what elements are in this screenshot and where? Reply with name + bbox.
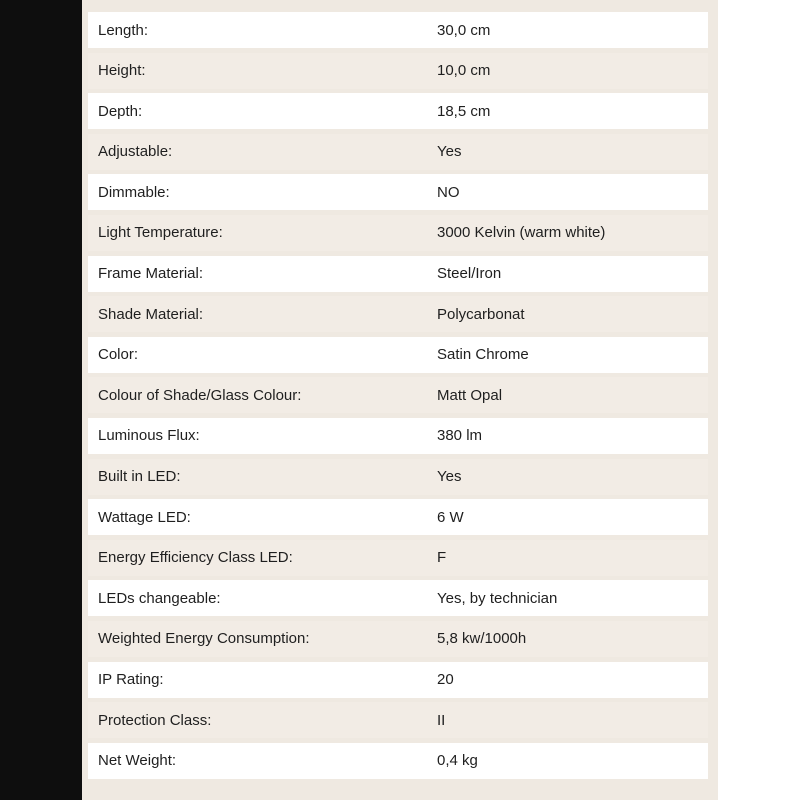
- spec-row: [88, 93, 708, 129]
- spec-label: LEDs changeable:: [98, 590, 221, 606]
- spec-table: [82, 0, 718, 779]
- spec-value: Yes: [437, 469, 462, 485]
- spec-row: [88, 12, 708, 48]
- spec-value: Yes, by technician: [437, 590, 558, 606]
- spec-row: [88, 743, 708, 779]
- spec-value: 0,4 kg: [437, 753, 478, 769]
- spec-row: [88, 580, 708, 616]
- spec-label: Colour of Shade/Glass Colour:: [98, 387, 302, 403]
- spec-label: Frame Material:: [98, 266, 204, 282]
- spec-value: 380 lm: [437, 428, 483, 444]
- spec-row: [88, 174, 708, 210]
- spec-label: Light Temperature:: [98, 225, 223, 241]
- spec-label: Adjustable:: [98, 144, 173, 160]
- spec-label: Luminous Flux:: [98, 428, 200, 444]
- spec-label: Length:: [98, 22, 149, 38]
- spec-label: Color:: [98, 347, 139, 363]
- spec-value: 5,8 kw/1000h: [437, 631, 527, 647]
- spec-label: Depth:: [98, 103, 143, 119]
- spec-label: Built in LED:: [98, 469, 181, 485]
- spec-value: Satin Chrome: [437, 347, 529, 363]
- spec-label: Net Weight:: [98, 753, 177, 769]
- spec-value: 10,0 cm: [437, 63, 491, 79]
- spec-label: Energy Efficiency Class LED:: [98, 550, 293, 566]
- spec-value: F: [437, 550, 447, 566]
- spec-value: Yes: [437, 144, 462, 160]
- spec-row: [88, 296, 708, 332]
- spec-row: [88, 418, 708, 454]
- spec-value: 30,0 cm: [437, 22, 491, 38]
- spec-row: [88, 702, 708, 738]
- spec-row: [88, 53, 708, 89]
- spec-value: NO: [437, 184, 460, 200]
- spec-row: [88, 499, 708, 535]
- spec-label: Wattage LED:: [98, 509, 191, 525]
- spec-value: 20: [437, 672, 454, 687]
- spec-value: 18,5 cm: [437, 103, 491, 119]
- spec-value: Matt Opal: [437, 387, 503, 403]
- spec-value: 3000 Kelvin (warm white): [437, 225, 606, 241]
- spec-row: [88, 540, 708, 576]
- spec-value: II: [437, 712, 446, 728]
- spec-row: [88, 459, 708, 495]
- spec-row: [88, 215, 708, 251]
- spec-row: [88, 377, 708, 413]
- spec-row: [88, 256, 708, 292]
- product-specs-panel: [82, 0, 718, 800]
- spec-label: Dimmable:: [98, 184, 170, 200]
- spec-label: Protection Class:: [98, 712, 212, 728]
- spec-value: 6 W: [437, 509, 464, 525]
- spec-row: [88, 621, 708, 657]
- spec-label: IP Rating:: [98, 672, 164, 687]
- spec-value: Steel/Iron: [437, 266, 502, 282]
- spec-row: [88, 337, 708, 373]
- spec-label: Weighted Energy Consumption:: [98, 631, 310, 647]
- spec-label: Height:: [98, 63, 146, 79]
- left-dark-band: [0, 0, 82, 800]
- spec-row: [88, 134, 708, 170]
- spec-label: Shade Material:: [98, 306, 204, 322]
- spec-row: [88, 662, 708, 698]
- spec-value: Polycarbonat: [437, 306, 525, 322]
